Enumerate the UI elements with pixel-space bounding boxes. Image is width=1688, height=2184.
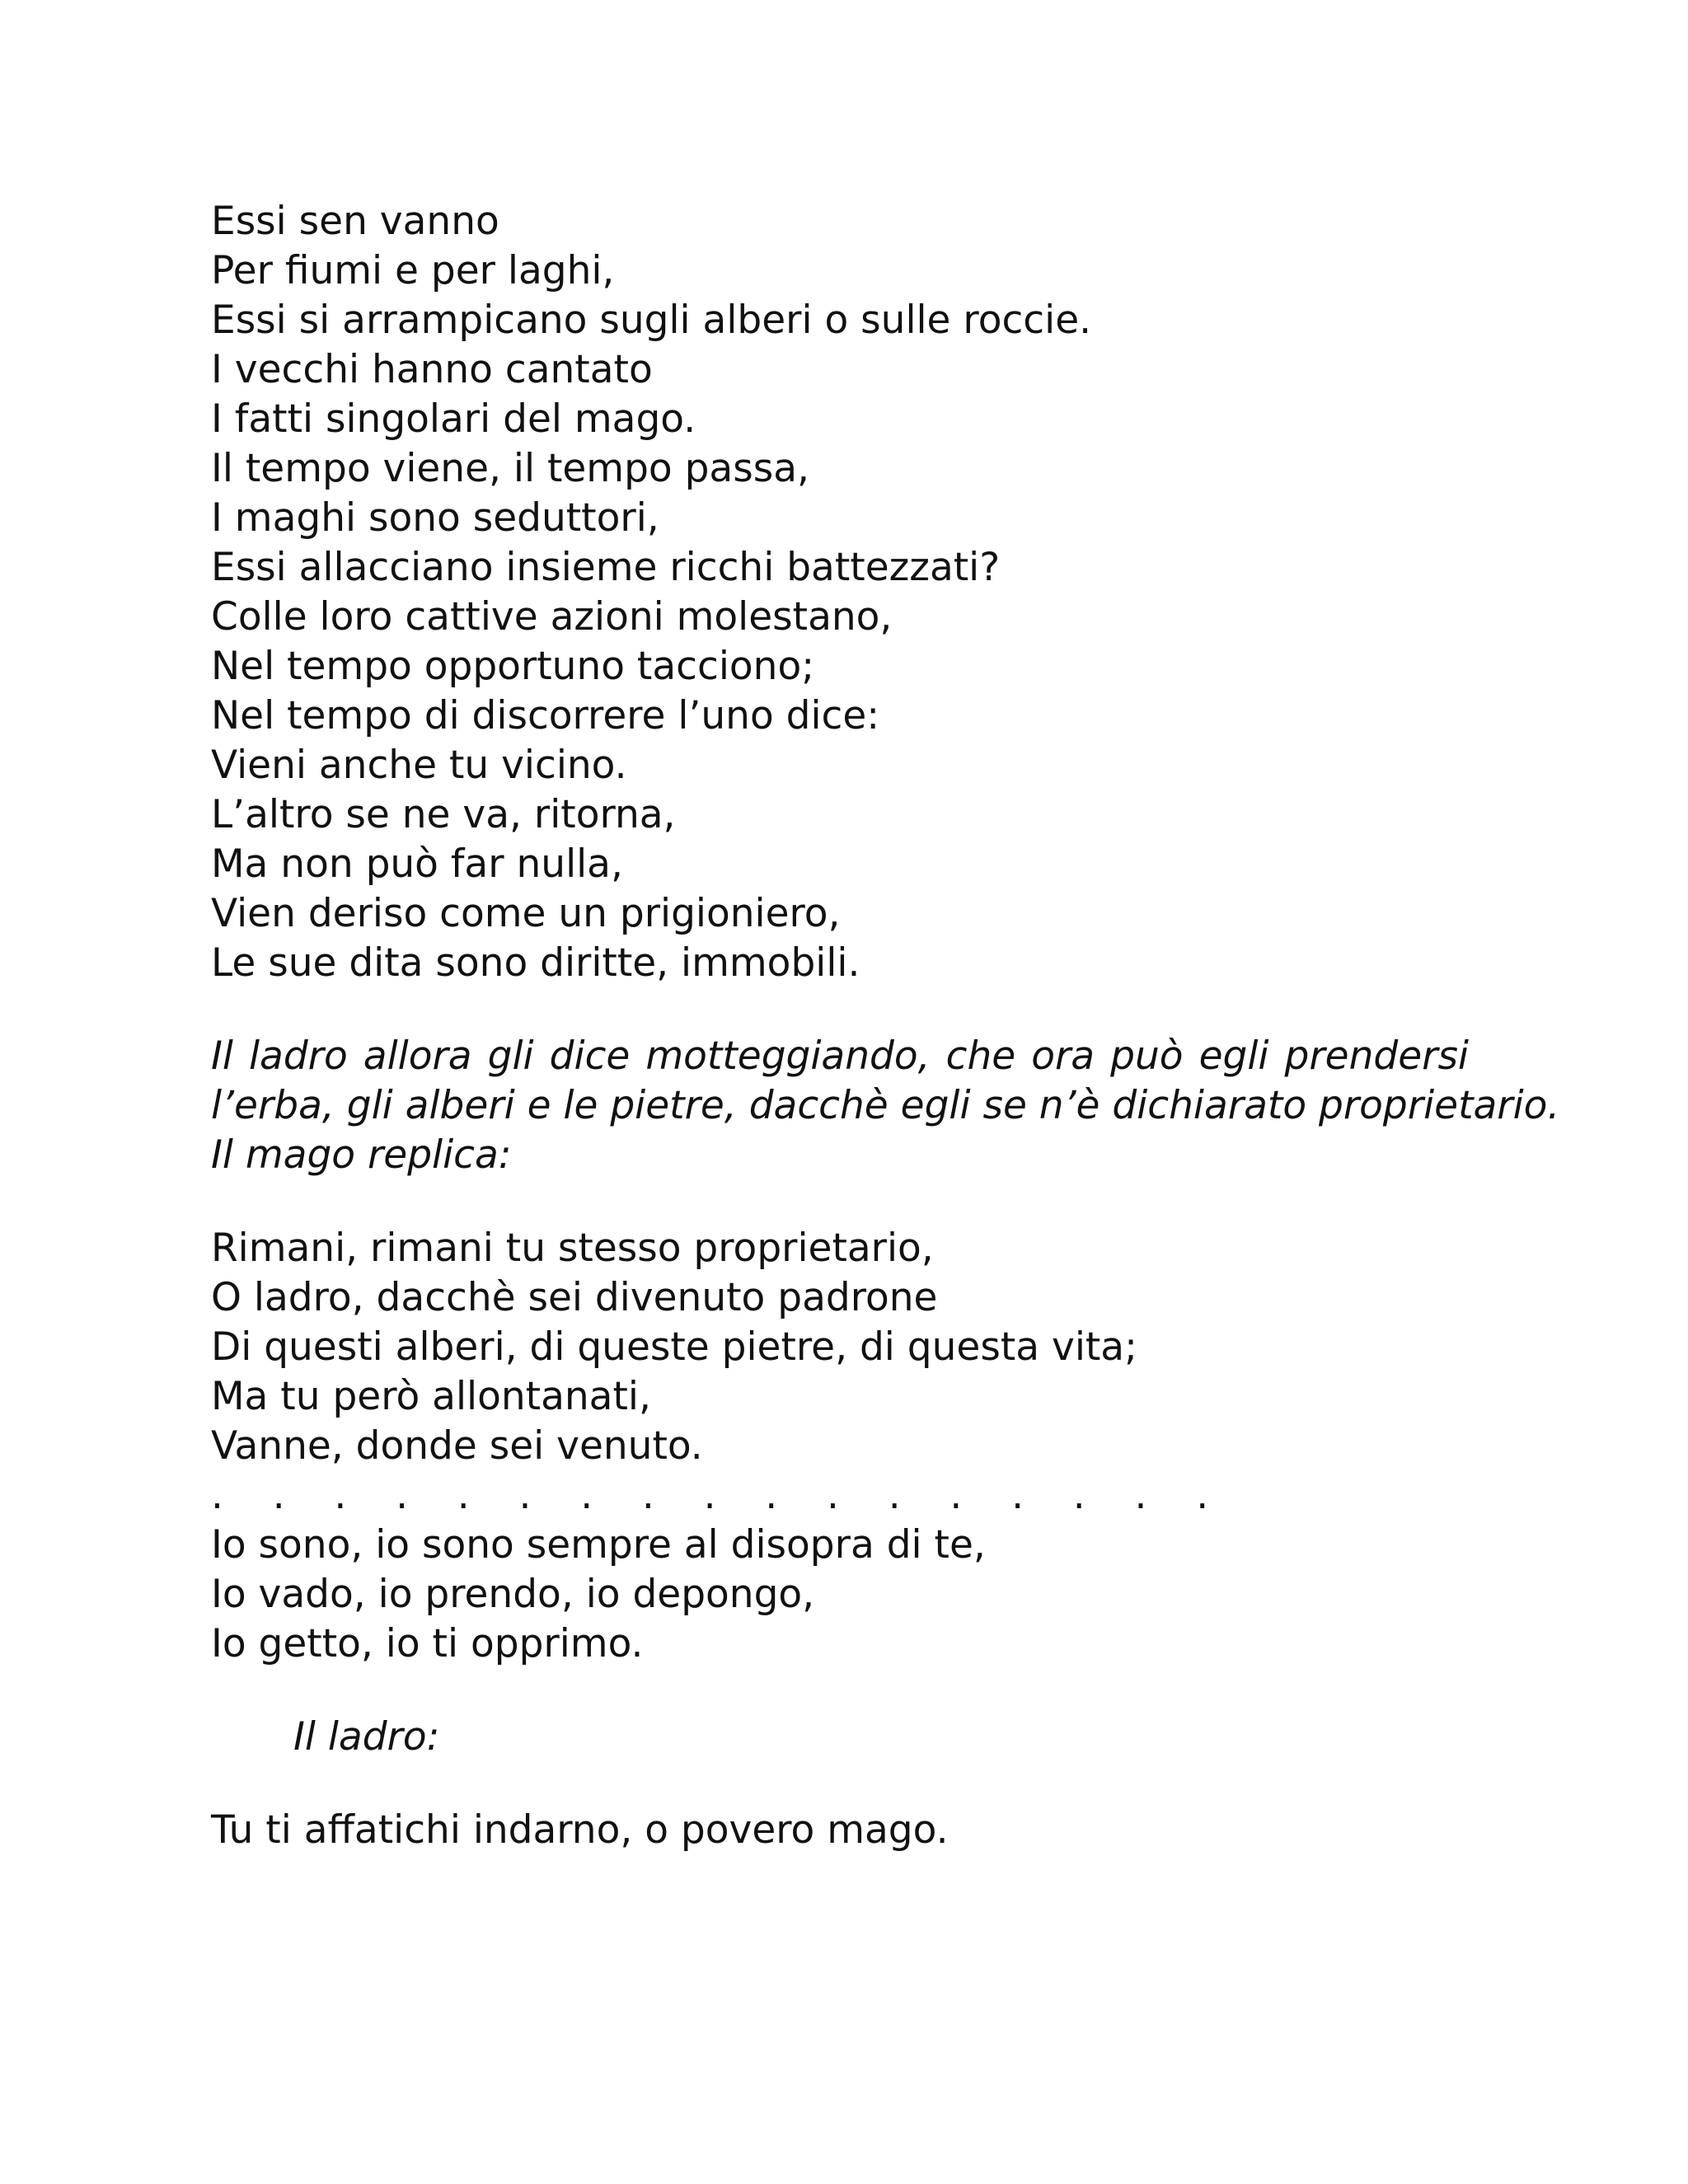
speaker-label: Il ladro:: [293, 1714, 440, 1760]
verse-line: Io sono, io sono sempre al disopra di te,: [211, 1522, 986, 1568]
narrative-line: l’erba, gli alberi e le pietre, dacchè egli se n’è dichiarato proprietario.: [211, 1083, 1560, 1128]
verse-line: Vanne, donde sei venuto.: [211, 1423, 703, 1469]
verse-line: Io vado, io prendo, io depongo,: [211, 1572, 815, 1617]
verse-line: Ma tu però allontanati,: [211, 1374, 651, 1419]
verse-stanza-1: [211, 197, 1469, 988]
verse-line: O ladro, dacchè sei divenuto padrone: [211, 1275, 938, 1320]
verse-line: Nel tempo di discorrere l’uno dice:: [211, 693, 880, 738]
verse-line: Essi si arrampicano sugli alberi o sulle roccie.: [211, 298, 1092, 343]
verse-stanza-2: [211, 1224, 1469, 1669]
verse-line: Rimani, rimani tu stesso proprietario,: [211, 1226, 934, 1271]
verse-line: I maghi sono seduttori,: [211, 495, 659, 541]
verse-line: Le sue dita sono diritte, immobili.: [211, 940, 860, 986]
verse-line: Colle loro cattive azioni molestano,: [211, 594, 893, 640]
verse-line: Ma non può far nulla,: [211, 841, 623, 887]
verse-line: L’altro se ne va, ritorna,: [211, 792, 676, 837]
verse-line: Il tempo viene, il tempo passa,: [211, 446, 809, 491]
narrative-line: Il ladro allora gli dice motteggiando, che ora può egli prendersi: [211, 1033, 1469, 1079]
verse-line: Tu ti affatichi indarno, o povero mago.: [211, 1807, 949, 1853]
verse-line: I vecchi hanno cantato: [211, 347, 653, 392]
verse-stanza-3: [211, 1806, 1469, 1855]
verse-line: Vien deriso come un prigioniero,: [211, 891, 841, 936]
ellipsis-divider: . . . . . . . . . . . . . . . . .: [211, 1473, 1209, 1518]
document-page: [211, 197, 1560, 1855]
verse-line: Io getto, io ti opprimo.: [211, 1621, 644, 1666]
narrative-paragraph: [211, 1032, 1560, 1180]
verse-line: Di questi alberi, di queste pietre, di questa vita;: [211, 1324, 1137, 1370]
verse-line: Vieni anche tu vicino.: [211, 743, 627, 788]
verse-line: Essi allacciano insieme ricchi battezzati?: [211, 545, 1001, 590]
narrative-line: Il mago replica:: [211, 1132, 512, 1178]
verse-line: Per fiumi e per laghi,: [211, 248, 615, 293]
verse-line: Essi sen vanno: [211, 199, 499, 244]
verse-line: Nel tempo opportuno tacciono;: [211, 644, 815, 689]
verse-line: I fatti singolari del mago.: [211, 396, 696, 442]
